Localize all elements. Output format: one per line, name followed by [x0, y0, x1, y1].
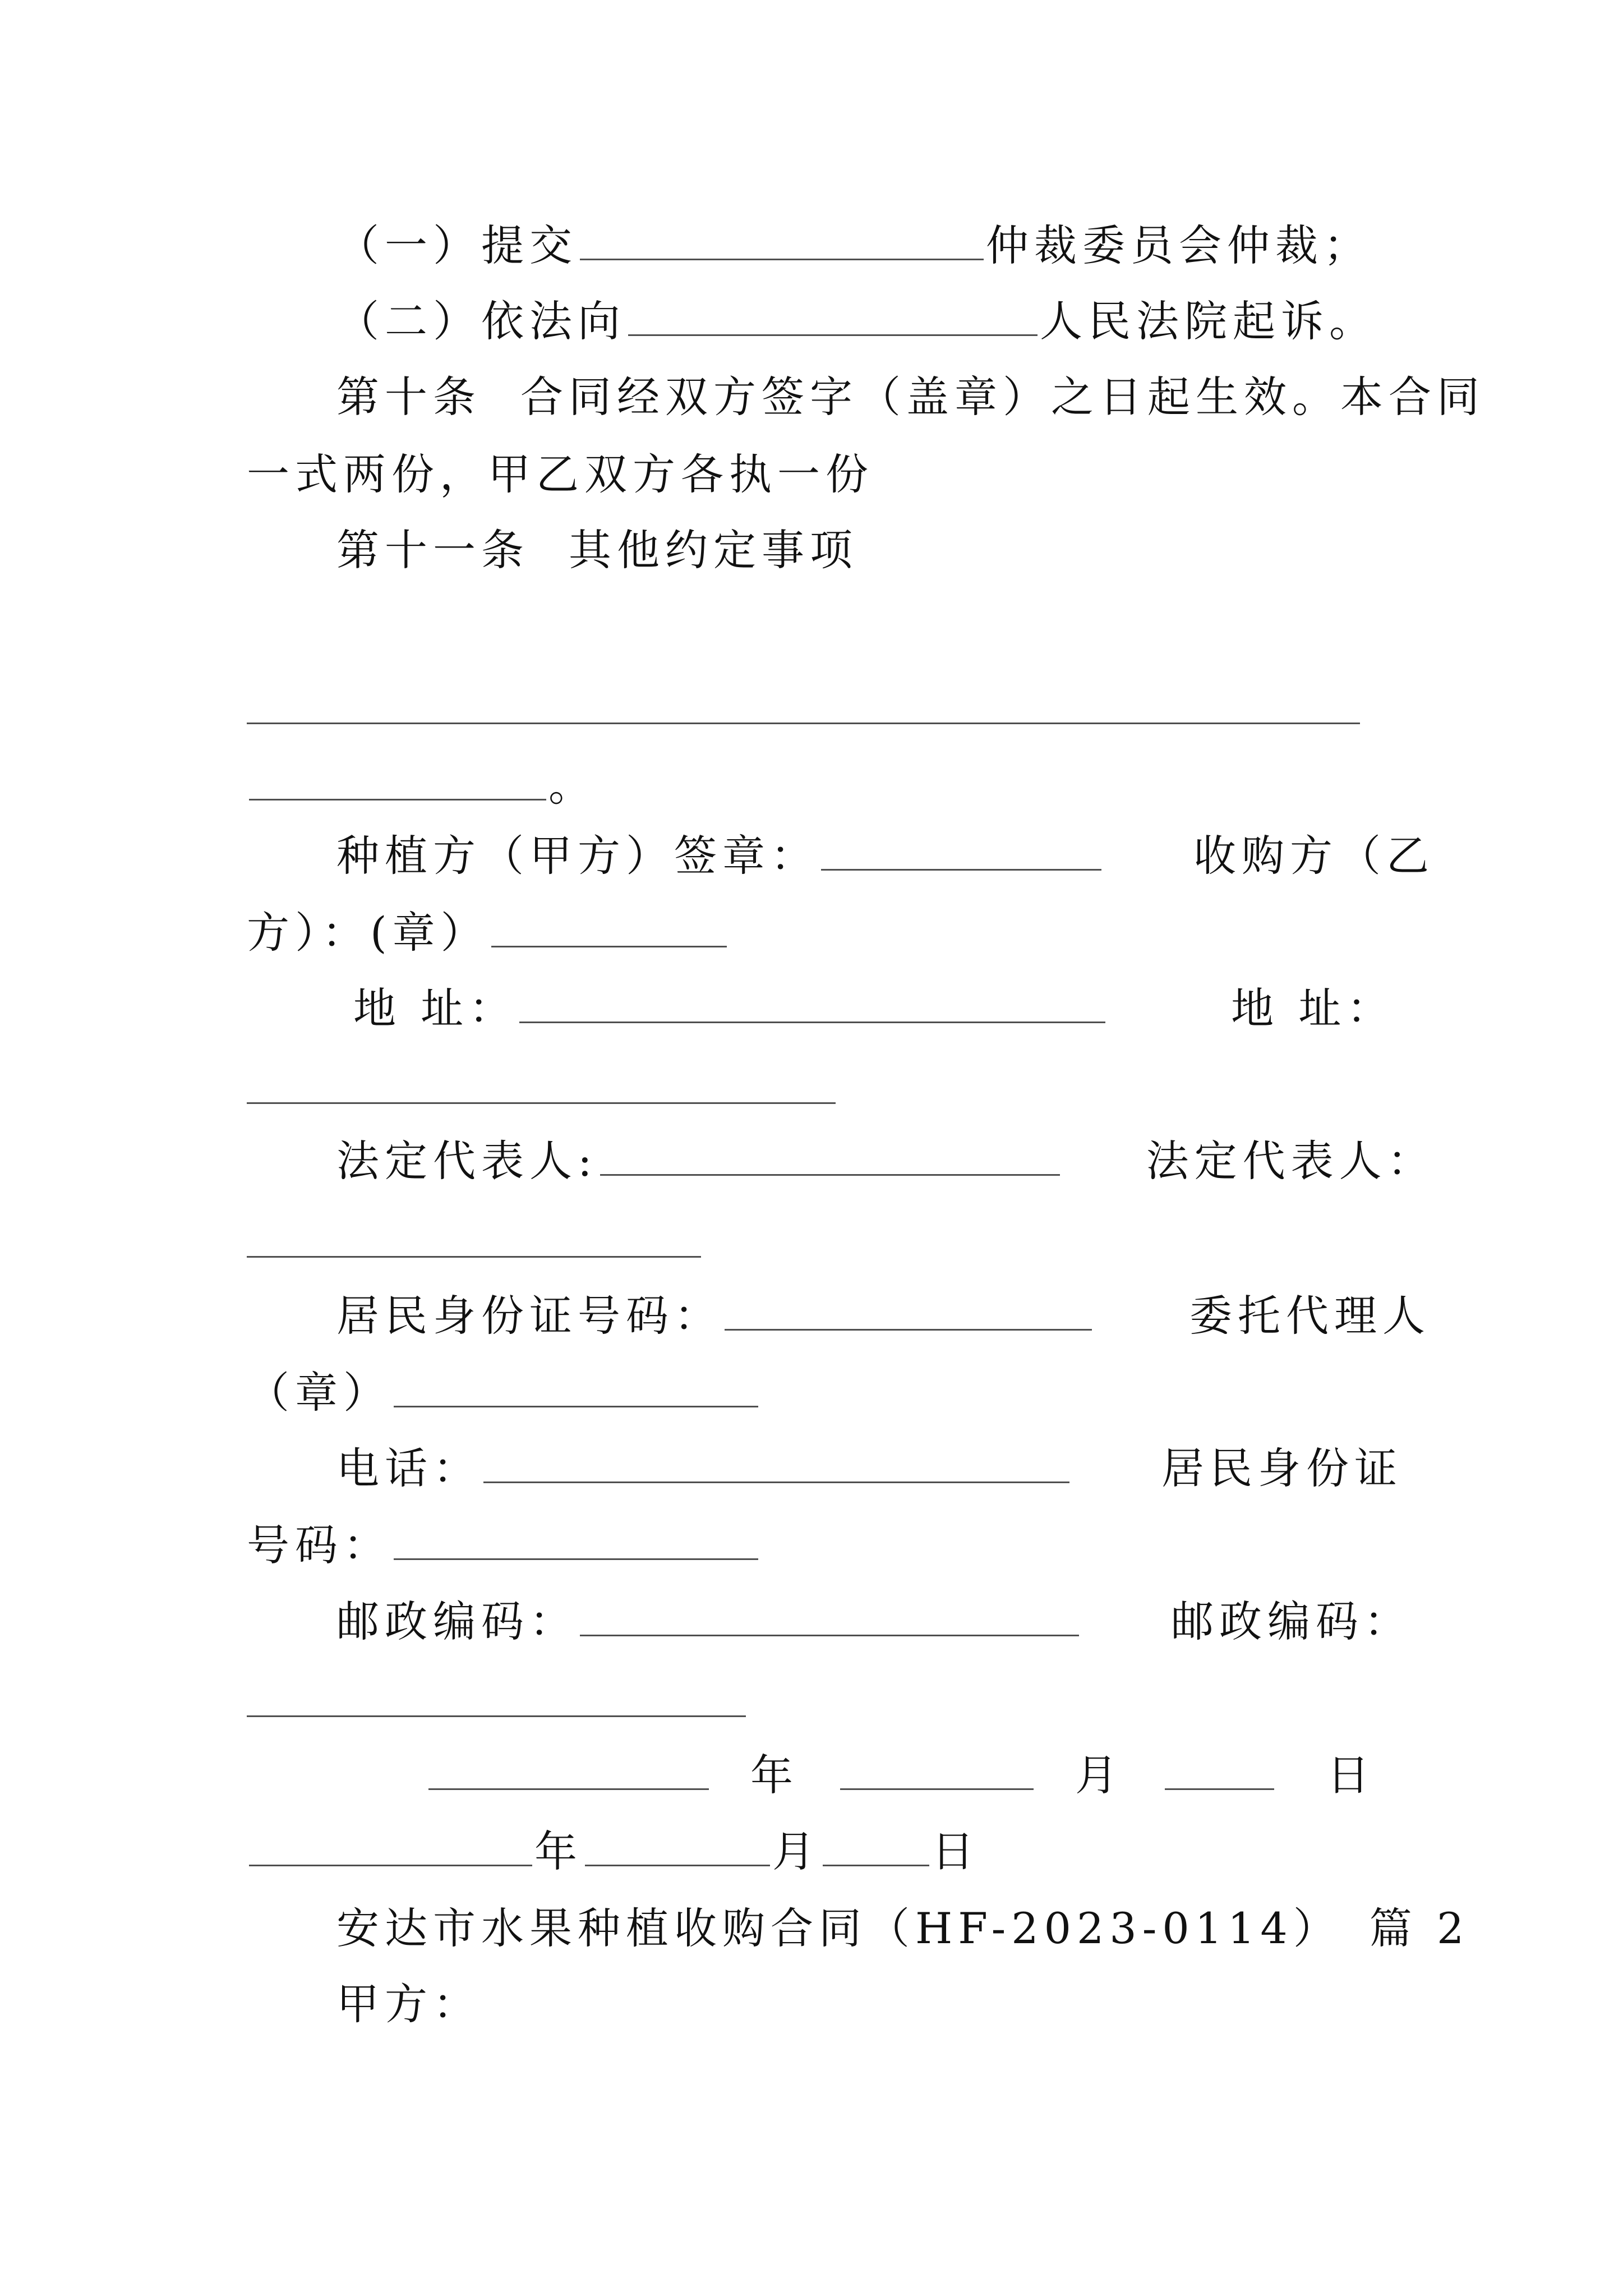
article-eleven-title: 第十一条 [336, 525, 529, 575]
address-line [353, 982, 1395, 1036]
other-terms-blank-long[interactable] [247, 721, 1360, 724]
other-terms-end-line [247, 759, 597, 813]
party-a-day-blank[interactable] [1165, 1755, 1274, 1790]
next-contract-title: 安达市水果种植收购合同（HF-2023-0114） [336, 1903, 1341, 1953]
party-a-month-blank[interactable] [840, 1755, 1034, 1790]
article-ten-continuation: 一式两份，甲乙双方各执一份 [247, 449, 874, 499]
party-b-signature-continuation-line [247, 906, 729, 960]
party-a-phone-label: 电话： [336, 1443, 481, 1493]
party-a-label: 甲方： [336, 1979, 481, 2029]
party-a-signature-label: 种植方（甲方）签章： [336, 831, 819, 881]
party-b-address-label: 地 址： [1231, 983, 1395, 1033]
article-ten-line [336, 370, 1485, 424]
date-line-a [426, 1749, 1375, 1802]
party-b-year-label: 年 [534, 1826, 583, 1876]
article-ten-continuation-line [247, 448, 874, 501]
party-b-id-continuation-line [247, 1519, 760, 1572]
party-a-legal-representative-label: 法定代表人: [336, 1136, 598, 1186]
party-b-signature-label: 收购方（乙 [1193, 831, 1435, 881]
party-b-legal-representative-blank[interactable] [247, 1254, 701, 1258]
arbitration-suffix: 仲裁委员会仲裁； [986, 220, 1372, 270]
party-a-phone-blank[interactable] [483, 1448, 1069, 1483]
article-ten-text: 合同经双方签字（盖章）之日起生效。本合同 [520, 372, 1485, 422]
party-b-id-continuation: 号码： [247, 1520, 391, 1570]
party-b-postal-code-blank[interactable] [247, 1714, 746, 1717]
next-contract-part: 篇 2 [1369, 1903, 1470, 1953]
identity-agent-line [336, 1289, 1431, 1343]
party-b-legal-representative-label: 法定代表人： [1146, 1136, 1436, 1186]
party-a-signature-blank[interactable] [821, 835, 1101, 871]
party-a-address-label: 地 址： [353, 983, 518, 1033]
agent-continuation-line [247, 1366, 760, 1420]
party-b-day-label: 日 [932, 1826, 980, 1876]
party-a-year-blank[interactable] [428, 1755, 709, 1790]
other-terms-end: 。 [548, 761, 597, 811]
arbitration-line [336, 219, 1372, 273]
party-a-day-label: 日 [1327, 1750, 1375, 1800]
article-eleven-text: 其他约定事项 [569, 525, 858, 575]
party-b-month-blank[interactable] [585, 1831, 770, 1866]
party-b-id-blank[interactable] [394, 1525, 758, 1560]
arbitration-prefix: （一）提交 [336, 220, 578, 270]
court-line [336, 295, 1377, 348]
arbitration-blank[interactable] [580, 225, 984, 260]
party-b-agent-label: 委托代理人 [1189, 1291, 1431, 1341]
legal-representative-line [336, 1134, 1436, 1188]
article-ten-title: 第十条 [336, 372, 481, 422]
article-eleven-line [336, 523, 858, 577]
party-a-month-label: 月 [1075, 1750, 1123, 1800]
date-line-b [247, 1825, 980, 1879]
party-a-address-blank[interactable] [519, 988, 1105, 1023]
party-a-postal-code-blank[interactable] [580, 1601, 1079, 1636]
party-b-postal-code-label: 邮政编码： [1171, 1596, 1412, 1646]
phone-id-line [336, 1442, 1403, 1496]
party-a-label-line [336, 1977, 481, 2031]
party-a-postal-code-label: 邮政编码： [336, 1596, 578, 1646]
party-b-signature-blank[interactable] [491, 912, 727, 947]
party-b-id-label: 居民身份证 [1161, 1443, 1403, 1493]
court-blank[interactable] [628, 301, 1038, 336]
party-b-day-blank[interactable] [823, 1831, 929, 1866]
party-a-id-label: 居民身份证号码： [336, 1291, 722, 1341]
party-a-legal-representative-blank[interactable] [600, 1140, 1060, 1176]
party-b-signature-continuation: 方）：(章） [247, 908, 489, 958]
next-contract-title-line [336, 1902, 1469, 1955]
party-b-agent-continuation: （章） [247, 1368, 391, 1418]
party-b-month-label: 月 [772, 1826, 820, 1876]
party-a-year-label: 年 [750, 1750, 799, 1800]
signature-line [336, 829, 1435, 883]
court-prefix: （二）依法向 [336, 296, 626, 346]
party-b-agent-blank[interactable] [394, 1372, 758, 1407]
other-terms-blank-short[interactable] [249, 765, 546, 800]
court-suffix: 人民法院起诉。 [1040, 296, 1377, 346]
party-a-id-blank[interactable] [725, 1295, 1092, 1331]
party-b-year-blank[interactable] [249, 1831, 532, 1866]
party-b-address-blank[interactable] [247, 1101, 836, 1104]
postal-code-line [336, 1595, 1412, 1649]
